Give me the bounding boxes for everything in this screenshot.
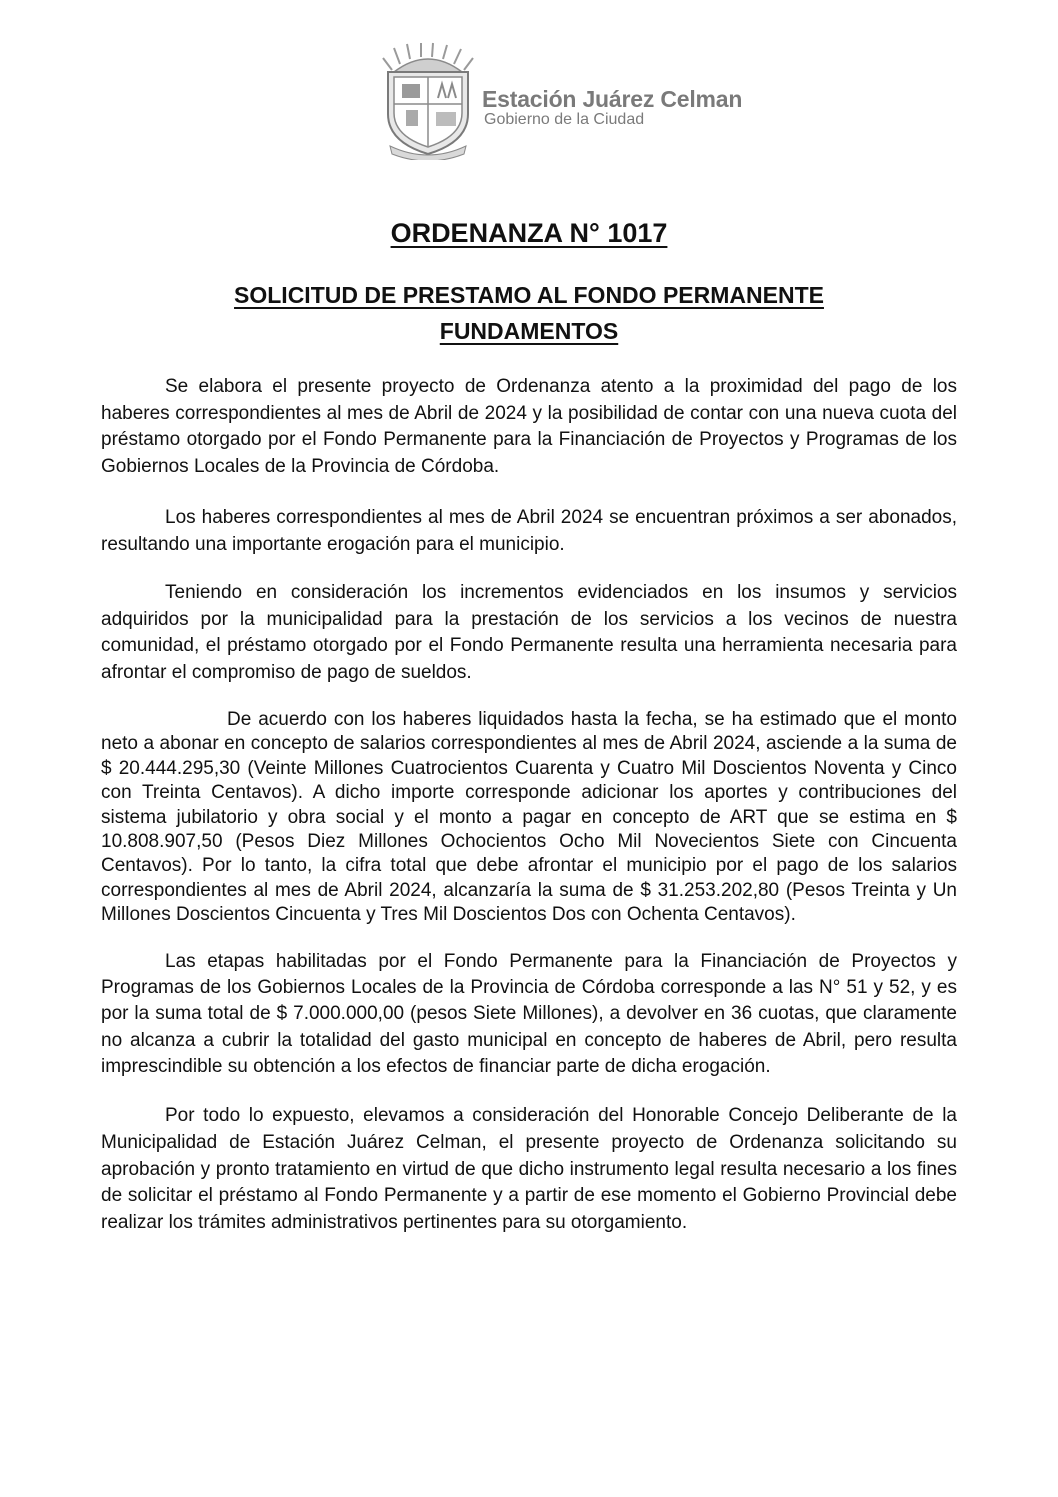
- paragraph: Los haberes correspondientes al mes de Abril 2024 se encuentran próximos a ser abonados, resultando una importante erogación para el municipio.: [101, 507, 957, 555]
- institution-subtitle: Gobierno de la Ciudad: [484, 111, 645, 128]
- paragraph: Se elabora el presente proyecto de Ordenanza atento a la proximidad del pago de los haberes correspondientes al mes de Abril de 2024 y la posibilidad de contar con una nueva cuota del préstamo otorgado por el Fondo Permanente para la Financiación de Proyectos y Programas de los Gobiernos Locales de la Provincia de Córdoba.: [101, 376, 957, 477]
- paragraph: Las etapas habilitadas por el Fondo Permanente para la Financiación de Proyectos y Programas de los Gobiernos Locales de la Provincia de Córdoba corresponde a las N° 51 y 52, y es por la suma total de $ 7.000.000,00 (pesos Siete Millones), a devolver en 36 cuotas, que claramente no alcanza a cubrir la totalidad del gasto municipal en concepto de haberes de Abril, pero resulta imprescindible su obtención a los efectos de financiar parte de dicha erogación.: [101, 951, 957, 1077]
- institution-name: Estación Juárez Celman: [482, 86, 743, 112]
- letterhead: [380, 42, 780, 162]
- ordinance-title: ORDENANZA N° 1017: [390, 218, 668, 248]
- paragraph: Teniendo en consideración los incrementos evidenciados en los insumos y servicios adquiridos por la municipalidad para la prestación de los servicios a los vecinos de nuestra comunidad, el préstamo otorgado por el Fondo Permanente resulta una herramienta necesaria para afrontar el compromiso de pago de sueldos.: [101, 582, 957, 683]
- ordinance-subtitle: SOLICITUD DE PRESTAMO AL FONDO PERMANENTE: [234, 282, 824, 308]
- municipal-crest-icon: [380, 42, 476, 160]
- paragraph: De acuerdo con los haberes liquidados hasta la fecha, se ha estimado que el monto neto a abonar en concepto de salarios correspondientes al mes de Abril 2024, asciende a la suma de $ 20.444.295,30 (Veinte Millones Cuatrocientos Cuarenta y Cuatro Mil Doscientos Noventa y Cinco con Treinta Centavos). A dicho importe corresponde adicionar los aportes y contribuciones del sistema jubilatorio y obra social y el monto a pagar en concepto de ART que se estima en $ 10.808.907,50 (Pesos Diez Millones Ochocientos Ocho Mil Novecientos Siete con Cincuenta Centavos). Por lo tanto, la cifra total que debe afrontar el municipio por el pago de los salarios correspondientes al mes de Abril 2024, alcanzaría la suma de $ 31.253.202,80 (Pesos Treinta y Un Millones Doscientos Cincuenta y Tres Mil Doscientos Dos con Ochenta Centavos).: [101, 709, 957, 926]
- paragraph: Por todo lo expuesto, elevamos a consideración del Honorable Concejo Deliberante de la Municipalidad de Estación Juárez Celman, el presente proyecto de Ordenanza solicitando su aprobación y pronto tratamiento en virtud de que dicho instrumento legal resulta necesario a los fines de solicitar el préstamo al Fondo Permanente y a partir de ese momento el Gobierno Provincial debe realizar los trámites administrativos pertinentes para su otorgamiento.: [101, 1105, 957, 1234]
- section-heading: FUNDAMENTOS: [439, 318, 619, 344]
